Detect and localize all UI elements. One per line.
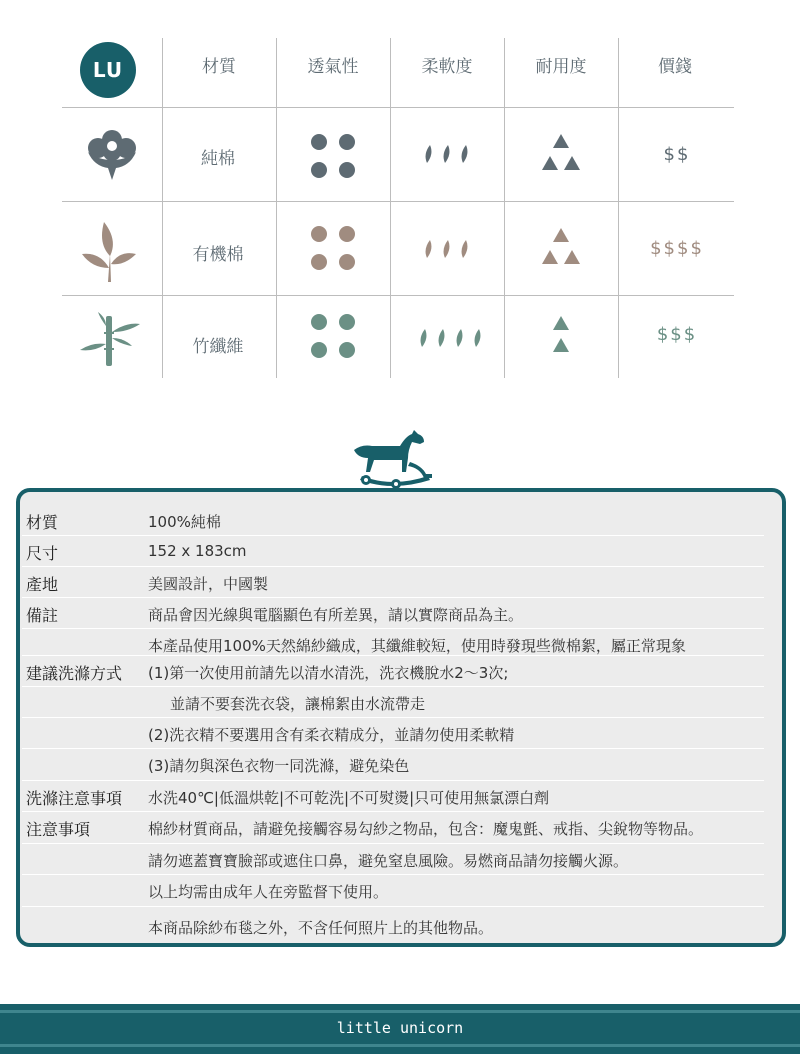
info-row [22, 655, 764, 686]
info-value: (3)請勿與深色衣物一同洗滌，避免染色 [148, 757, 410, 775]
breathability-dots [311, 314, 357, 360]
info-value: (2)洗衣精不要選用含有柔衣精成分，並請勿使用柔軟精 [148, 726, 515, 744]
info-value: 152 x 183cm [148, 542, 247, 560]
grid-line [618, 38, 619, 378]
header-material: 材質 [202, 57, 236, 77]
price-bamboo: $$$ [656, 324, 698, 345]
organic-leaf-icon [78, 214, 142, 284]
info-row [22, 811, 764, 842]
info-row [22, 597, 764, 628]
grid-line [504, 38, 505, 378]
info-label: 備註 [26, 606, 59, 625]
dot [311, 134, 327, 150]
info-value: 本商品除紗布毯之外，不含任何照片上的其他物品。 [148, 919, 494, 937]
breathability-dots [311, 134, 357, 180]
info-label: 產地 [26, 575, 59, 594]
durability-triangles [538, 314, 584, 356]
dot [311, 162, 327, 178]
footer-stripe [0, 1044, 800, 1047]
row-material-cotton: 純棉 [201, 149, 235, 169]
cotton-flower-icon [80, 122, 144, 186]
header-price: 價錢 [658, 57, 692, 77]
info-value: 美國設計，中國製 [148, 575, 269, 593]
softness-leaves [416, 328, 486, 348]
footer-banner [0, 1004, 800, 1054]
dot [339, 254, 355, 270]
dot [339, 134, 355, 150]
info-row [22, 504, 764, 535]
info-value: 商品會因光線與電腦顯色有所差異，請以實際商品為主。 [148, 606, 524, 624]
header-softness: 柔軟度 [421, 57, 473, 77]
grid-line [162, 38, 163, 378]
footer-brand: little unicorn [336, 1019, 464, 1037]
dot [339, 314, 355, 330]
row-material-bamboo: 竹纖維 [192, 337, 244, 357]
dot [311, 226, 327, 242]
row-material-organic: 有機棉 [192, 245, 244, 265]
footer-stripe [0, 1010, 800, 1013]
brand-logo: LU [80, 42, 136, 98]
durability-triangles [538, 132, 584, 174]
info-value: 棉紗材質商品，請避免接觸容易勾紗之物品，包含：魔鬼氈、戒指、尖銳物等物品。 [148, 820, 704, 838]
softness-leaves [421, 239, 477, 259]
price-organic: $$$$ [650, 238, 704, 259]
grid-line [276, 38, 277, 378]
dot [339, 162, 355, 178]
info-value: 以上均需由成年人在旁監督下使用。 [148, 883, 389, 901]
info-row [22, 535, 764, 566]
dot [311, 314, 327, 330]
info-row [22, 843, 764, 874]
grid-line [62, 107, 734, 108]
info-row [22, 686, 764, 717]
grid-line [390, 38, 391, 378]
info-row [22, 780, 764, 811]
dot [311, 342, 327, 358]
softness-leaves [421, 144, 477, 164]
bamboo-icon [78, 310, 142, 370]
info-value: 並請不要套洗衣袋，讓棉絮由水流帶走 [170, 695, 426, 713]
info-value: 本產品使用100%天然綿紗織成，其纖維較短，使用時發現些微棉絮，屬正常現象 [148, 637, 686, 655]
info-label: 洗滌注意事項 [26, 789, 123, 808]
info-label: 材質 [26, 513, 59, 532]
info-value: (1)第一次使用前請先以清水清洗，洗衣機脫水2～3次; [148, 664, 509, 682]
info-label: 建議洗滌方式 [26, 664, 123, 683]
dot [311, 254, 327, 270]
price-cotton: $$ [663, 144, 691, 165]
dot [339, 226, 355, 242]
info-row [22, 717, 764, 748]
durability-triangles [538, 226, 584, 268]
info-row [22, 910, 764, 941]
grid-line [62, 201, 734, 202]
grid-line [62, 295, 734, 296]
info-value: 請勿遮蓋寶寶臉部或遮住口鼻，避免窒息風險。易燃商品請勿接觸火源。 [148, 852, 629, 870]
header-durability: 耐用度 [535, 57, 587, 77]
dot [339, 342, 355, 358]
info-row [22, 566, 764, 597]
comparison-table [62, 38, 734, 378]
info-label: 注意事項 [26, 820, 91, 839]
row-divider [22, 906, 764, 907]
rocking-horse-icon [348, 428, 440, 490]
info-label: 尺寸 [26, 544, 59, 563]
info-value: 水洗40℃|低溫烘乾|不可乾洗|不可熨燙|只可使用無氯漂白劑 [148, 789, 550, 807]
info-row [22, 748, 764, 779]
info-row [22, 874, 764, 905]
info-value: 100%純棉 [148, 513, 221, 531]
breathability-dots [311, 226, 357, 272]
header-breathability: 透氣性 [307, 57, 359, 77]
